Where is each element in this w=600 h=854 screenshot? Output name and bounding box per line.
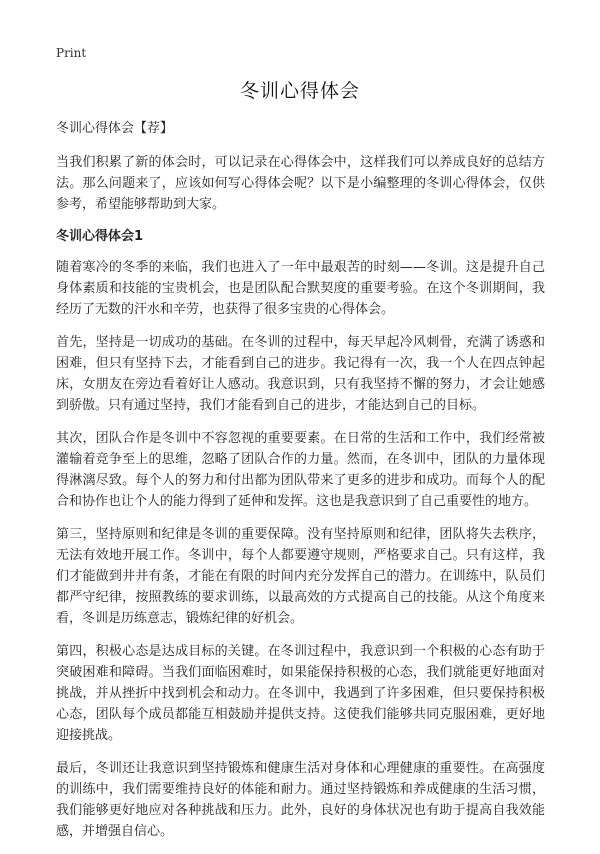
body-paragraph-3: 其次，团队合作是冬训中不容忽视的重要要素。在日常的生活和工作中，我们经常被灌输着竞争至上的思维，忽略了团队合作的力量。然而，在冬训中，团队的力量体现得淋漓尽致。每个人的努力和付出都为团队带来了更多的进步和成功。而每个人的配合和协作也让个人的能力得到了延伸和发挥。这也是我意识到了自己重要性的地方。 <box>56 431 545 509</box>
body-paragraph-4: 第三，坚持原则和纪律是冬训的重要保障。没有坚持原则和纪律，团队将失去秩序，无法有效地开展工作。冬训中，每个人都要遵守规则，严格要求自己。只有这样，我们才能做到井井有条，才能在有限的时间内充分发挥自己的潜力。在训练中，队员们都严守纪律，按照教练的要求训练，以最高效的方式提高自己的技能。从这个角度来看，冬训是历练意志，锻炼纪律的好机会。 <box>56 527 545 626</box>
intro-paragraph: 当我们积累了新的体会时，可以记录在心得体会中，这样我们可以养成良好的总结方法。那么问题来了，应该如何写心得体会呢？以下是小编整理的冬训心得体会，仅供参考，希望能够帮助到大家。 <box>56 155 545 212</box>
document-body <box>56 119 545 854</box>
body-paragraph-6: 最后，冬训还让我意识到坚持锻炼和健康生活对身体和心理健康的重要性。在高强度的训练中，我们需要维持良好的体能和耐力。通过坚持锻炼和养成健康的生活习惯，我们能够更好地应对各种挑战和压力。此外，良好的身体状况也有助于提高自我效能感，并增强自信心。 <box>56 761 545 839</box>
page-title: 冬训心得体会 <box>239 80 360 102</box>
document-subtitle: 冬训心得体会【荐】 <box>56 121 174 136</box>
body-paragraph-2: 首先，坚持是一切成功的基础。在冬训的过程中，每天早起冷风刺骨，充满了诱惑和困难，但只有坚持下去，才能看到自己的进步。我记得有一次，我一个人在四点钟起床，女朋友在旁边看着好让人感动。我意识到，只有我坚持不懈的努力，才会让她感到骄傲。只有通过坚持，我们才能看到自己的进步，才能达到自己的目标。 <box>56 335 545 413</box>
body-paragraph-5: 第四，积极心态是达成目标的关键。在冬训过程中，我意识到一个积极的心态有助于突破困难和障碍。当我们面临困难时，如果能保持积极的心态，我们就能更好地面对挑战，并从挫折中找到机会和动力。在冬训中，我遇到了许多困难，但只要保持积极心态，团队每个成员都能互相鼓励并提供支持。这使我们能够共同克服困难，更好地迎接挑战。 <box>56 644 545 743</box>
print-link[interactable]: Print <box>56 46 87 60</box>
body-paragraph-1: 随着寒冷的冬季的来临，我们也进入了一年中最艰苦的时刻——冬训。这是提升自己身体素质和技能的宝贵机会，也是团队配合默契度的重要考验。在这个冬训期间，我经历了无数的汗水和辛劳，也获得了很多宝贵的心得体会。 <box>56 260 545 317</box>
section-heading: 冬训心得体会1 <box>56 229 144 244</box>
